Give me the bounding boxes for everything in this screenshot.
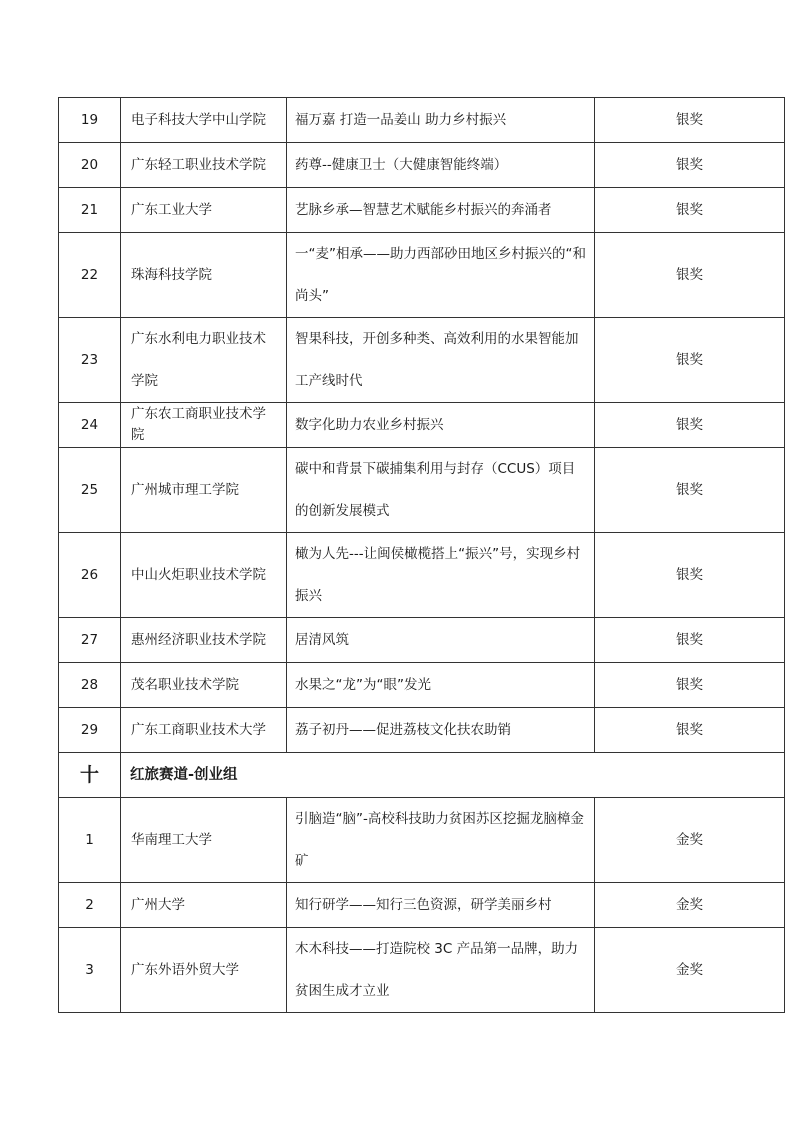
row-number: 25	[59, 448, 121, 533]
row-number: 27	[59, 618, 121, 663]
table-row	[59, 533, 785, 618]
project-name: 艺脉乡承—智慧艺术赋能乡村振兴的奔涌者	[287, 188, 595, 233]
table-row	[59, 798, 785, 883]
row-number: 3	[59, 928, 121, 1013]
section-header-row	[59, 753, 785, 798]
award-level: 金奖	[595, 883, 785, 928]
award-level: 银奖	[595, 233, 785, 318]
table-row	[59, 403, 785, 448]
school-name: 广州城市理工学院	[121, 448, 287, 533]
section-title: 红旅赛道-创业组	[121, 753, 785, 798]
award-level: 银奖	[595, 318, 785, 403]
school-name: 广州大学	[121, 883, 287, 928]
school-name: 广东农工商职业技术学院	[121, 403, 287, 448]
table-row	[59, 233, 785, 318]
award-level: 银奖	[595, 448, 785, 533]
school-name: 广东外语外贸大学	[121, 928, 287, 1013]
award-table-body	[59, 98, 785, 1013]
row-number: 29	[59, 708, 121, 753]
row-number: 24	[59, 403, 121, 448]
school-name: 珠海科技学院	[121, 233, 287, 318]
school-name: 华南理工大学	[121, 798, 287, 883]
table-row	[59, 708, 785, 753]
project-name: 福万嘉 打造一品姜山 助力乡村振兴	[287, 98, 595, 143]
award-level: 银奖	[595, 403, 785, 448]
project-name: 数字化助力农业乡村振兴	[287, 403, 595, 448]
row-number: 21	[59, 188, 121, 233]
table-row	[59, 318, 785, 403]
school-name: 广东轻工职业技术学院	[121, 143, 287, 188]
award-level: 银奖	[595, 98, 785, 143]
school-name: 电子科技大学中山学院	[121, 98, 287, 143]
row-number: 22	[59, 233, 121, 318]
row-number: 19	[59, 98, 121, 143]
award-level: 银奖	[595, 708, 785, 753]
project-name: 木木科技——打造院校 3C 产品第一品牌，助力贫困生成才立业	[287, 928, 595, 1013]
table-row	[59, 448, 785, 533]
row-number: 2	[59, 883, 121, 928]
table-row	[59, 98, 785, 143]
row-number: 23	[59, 318, 121, 403]
award-level: 银奖	[595, 533, 785, 618]
award-level: 银奖	[595, 143, 785, 188]
school-name: 惠州经济职业技术学院	[121, 618, 287, 663]
table-row	[59, 883, 785, 928]
award-level: 金奖	[595, 928, 785, 1013]
table-row	[59, 663, 785, 708]
school-name: 广东工商职业技术大学	[121, 708, 287, 753]
project-name: 智果科技，开创多种类、高效利用的水果智能加工产线时代	[287, 318, 595, 403]
project-name: 荔子初丹——促进荔枝文化扶农助销	[287, 708, 595, 753]
school-name: 茂名职业技术学院	[121, 663, 287, 708]
award-level: 银奖	[595, 188, 785, 233]
school-name: 广东工业大学	[121, 188, 287, 233]
award-level: 银奖	[595, 618, 785, 663]
section-index: 十	[59, 753, 121, 798]
project-name: 一“麦”相承——助力西部砂田地区乡村振兴的“和尚头”	[287, 233, 595, 318]
row-number: 1	[59, 798, 121, 883]
project-name: 水果之“龙”为“眼”发光	[287, 663, 595, 708]
row-number: 20	[59, 143, 121, 188]
table-row	[59, 618, 785, 663]
project-name: 居清风筑	[287, 618, 595, 663]
row-number: 28	[59, 663, 121, 708]
project-name: 碳中和背景下碳捕集利用与封存（CCUS）项目的创新发展模式	[287, 448, 595, 533]
school-name: 广东水利电力职业技术学院	[121, 318, 287, 403]
table-row	[59, 188, 785, 233]
table-row	[59, 928, 785, 1013]
award-table	[58, 97, 785, 1013]
row-number: 26	[59, 533, 121, 618]
table-row	[59, 143, 785, 188]
award-level: 银奖	[595, 663, 785, 708]
school-name: 中山火炬职业技术学院	[121, 533, 287, 618]
project-name: 橄为人先---让闽侯橄榄搭上“振兴”号，实现乡村振兴	[287, 533, 595, 618]
project-name: 知行研学——知行三色资源，研学美丽乡村	[287, 883, 595, 928]
award-level: 金奖	[595, 798, 785, 883]
project-name: 药尊--健康卫士（大健康智能终端）	[287, 143, 595, 188]
project-name: 引脑造“脑”-高校科技助力贫困苏区挖掘龙脑樟金矿	[287, 798, 595, 883]
